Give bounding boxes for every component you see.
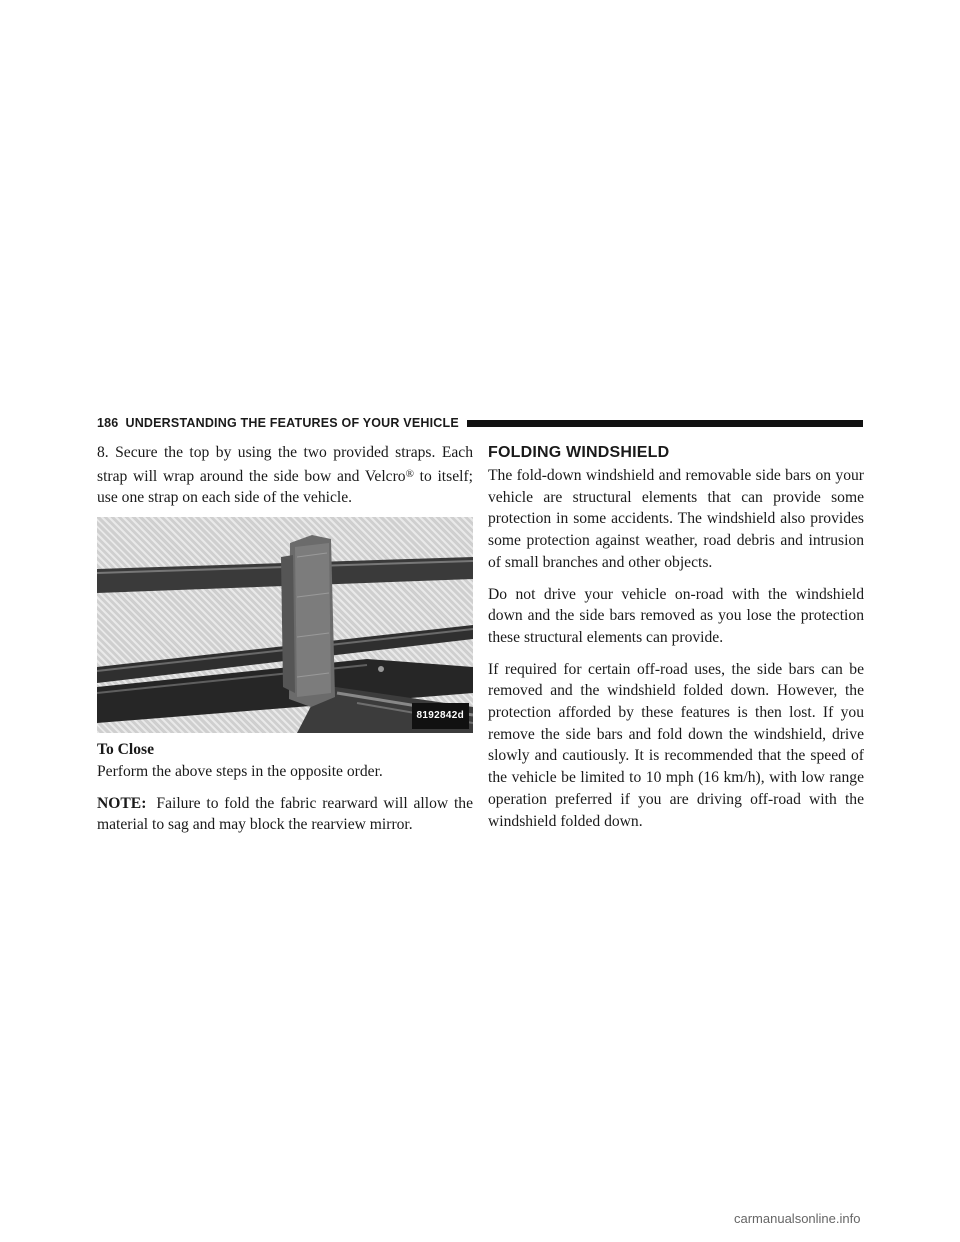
page-number: 186	[97, 416, 119, 430]
step-8-text-start: 8. Secure the top by using the two provided straps. Each strap will wrap around the side bow and Velcro	[97, 444, 473, 485]
step-8-paragraph	[97, 442, 473, 509]
strap-illustration	[97, 517, 473, 733]
header-rule	[467, 420, 863, 427]
to-close-heading: To Close	[97, 741, 155, 759]
page-header-title: UNDERSTANDING THE FEATURES OF YOUR VEHICLE	[125, 416, 459, 430]
right-column	[488, 442, 864, 832]
to-close-text: Perform the above steps in the opposite order.	[97, 762, 383, 780]
windshield-paragraph-1: The fold-down windshield and removable side bars on your vehicle are structural elements that can provide some protection in some accidents. The windshield also provides some protection against weather, road debris and intrusion of small branches and other objects.	[488, 467, 864, 571]
note-label: NOTE:	[97, 794, 147, 812]
section-title: FOLDING WINDSHIELD	[488, 444, 670, 461]
page-header	[97, 415, 863, 431]
strap-illustration-drawing	[97, 517, 473, 733]
windshield-paragraph-3: If required for certain off-road uses, the side bars can be removed and the windshield folded down. However, the protection afforded by these features is then lost. If you remove the side bars and fold down the windshield, drive slowly and cautiously. It is recommended that the speed of the vehicle be limited to 10 mph (16 km/h), with low range operation preferred if you are driving off-road with the windshield folded down.	[488, 660, 864, 830]
watermark: carmanualsonline.info	[734, 1211, 861, 1226]
note-text: Failure to fold the fabric rearward will allow the material to sag and may block the rearview mirror.	[97, 794, 473, 834]
windshield-paragraph-2: Do not drive your vehicle on-road with the windshield down and the side bars removed as you lose the protection these structural elements can provide.	[488, 585, 864, 646]
figure-id: 8192842d	[412, 703, 469, 729]
step-8-text-end: to itself; use one strap on each side of the vehicle.	[97, 467, 473, 507]
registered-mark: ®	[405, 467, 414, 480]
left-column	[97, 442, 473, 836]
note-paragraph	[97, 793, 473, 836]
